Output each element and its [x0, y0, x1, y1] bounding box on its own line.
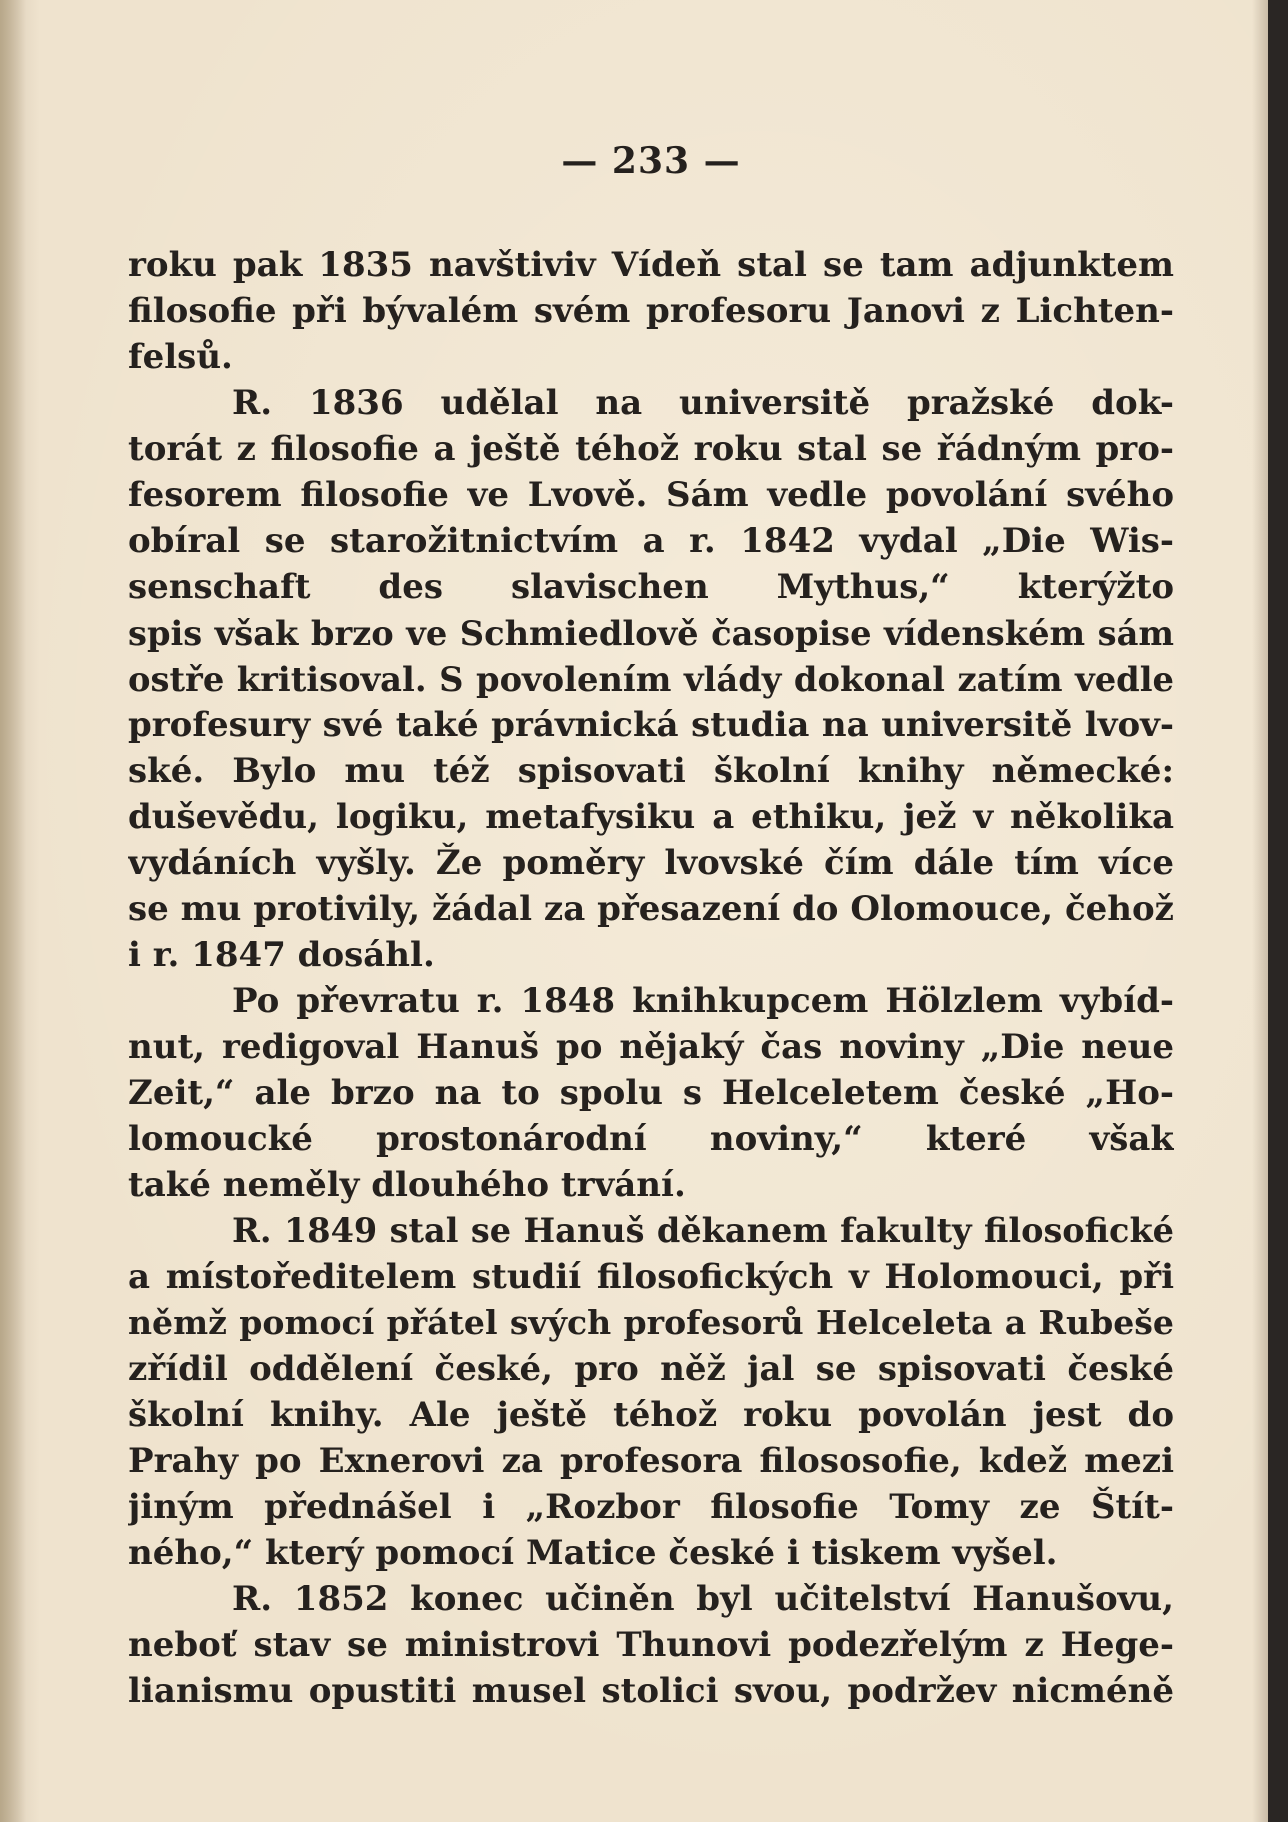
text-line: lianismu opustiti musel stolici svou, podržev nicméně: [128, 1671, 1174, 1711]
text-line: R. 1849 stal se Hanuš děkanem fakulty filosofické: [232, 1211, 1174, 1250]
text-line: fesorem filosofie ve Lvově. Sám vedle povolání svého: [128, 475, 1174, 515]
page-edge: [1252, 0, 1268, 1822]
text-line: filosofie při bývalém svém profesoru Janovi z Lichten-: [128, 291, 1174, 331]
body-text: [128, 242, 1174, 1714]
text-line: roku pak 1835 navštiviv Vídeň stal se tam adjunktem: [128, 245, 1174, 285]
text-line: jiným přednášel i „Rozbor filosofie Tomy ze Štít-: [128, 1487, 1174, 1527]
text-line: obíral se starožitnictvím a r. 1842 vydal „Die Wis-: [128, 521, 1174, 561]
text-line: R. 1836 udělal na universitě pražské dok-: [232, 383, 1174, 423]
spine-shadow: [0, 0, 26, 1822]
text-line: vydáních vyšly. Že poměry lvovské čím dále tím více: [128, 843, 1174, 883]
text-line: duševědu, logiku, metafysiku a ethiku, jež v několika: [128, 797, 1174, 837]
text-line: se mu protivily, žádal za přesazení do Olomouce, čehož: [128, 889, 1174, 929]
text-line: senschaft des slavischen Mythus,“ kterýžto: [128, 567, 1174, 607]
text-line: i r. 1847 dosáhl.: [128, 935, 435, 975]
text-line: a místoředitelem studií filosofických v Holomouci, při: [128, 1257, 1174, 1297]
text-line: ostře kritisoval. S povolením vlády dokonal zatím vedle: [128, 659, 1174, 699]
text-line: Zeit,“ ale brzo na to spolu s Helceletem české „Ho-: [128, 1073, 1174, 1113]
text-line: lomoucké prostonárodní noviny,“ které však: [128, 1119, 1174, 1159]
text-line: školní knihy. Ale ještě téhož roku povolán jest do: [128, 1395, 1174, 1435]
text-line: profesury své také právnická studia na universitě lvov-: [128, 705, 1174, 745]
text-line: Po převratu r. 1848 knihkupcem Hölzlem vybíd-: [232, 981, 1174, 1021]
page-number: — 233 —: [561, 140, 741, 182]
text-line: ného,“ který pomocí Matice české i tiskem vyšel.: [128, 1533, 1058, 1573]
text-line: neboť stav se ministrovi Thunovi podezřelým z Hege-: [128, 1625, 1174, 1665]
text-line: torát z filosofie a ještě téhož roku stal se řádným pro-: [128, 429, 1174, 469]
text-line: ské. Bylo mu též spisovati školní knihy německé:: [128, 751, 1174, 791]
text-line: němž pomocí přátel svých profesorů Helceleta a Rubeše: [128, 1303, 1174, 1342]
text-line: felsů.: [128, 337, 233, 377]
text-line: spis však brzo ve Schmiedlově časopise vídenském sám: [128, 613, 1174, 653]
text-line: R. 1852 konec učiněn byl učitelství Hanušovu,: [232, 1579, 1174, 1619]
text-line: Prahy po Exnerovi za profesora filososofie, kdež mezi: [128, 1441, 1174, 1481]
text-line: nut, redigoval Hanuš po nějaký čas noviny „Die neue: [128, 1027, 1174, 1067]
text-line: také neměly dlouhého trvání.: [128, 1165, 686, 1205]
text-line: zřídil oddělení české, pro něž jal se spisovati české: [128, 1349, 1174, 1389]
